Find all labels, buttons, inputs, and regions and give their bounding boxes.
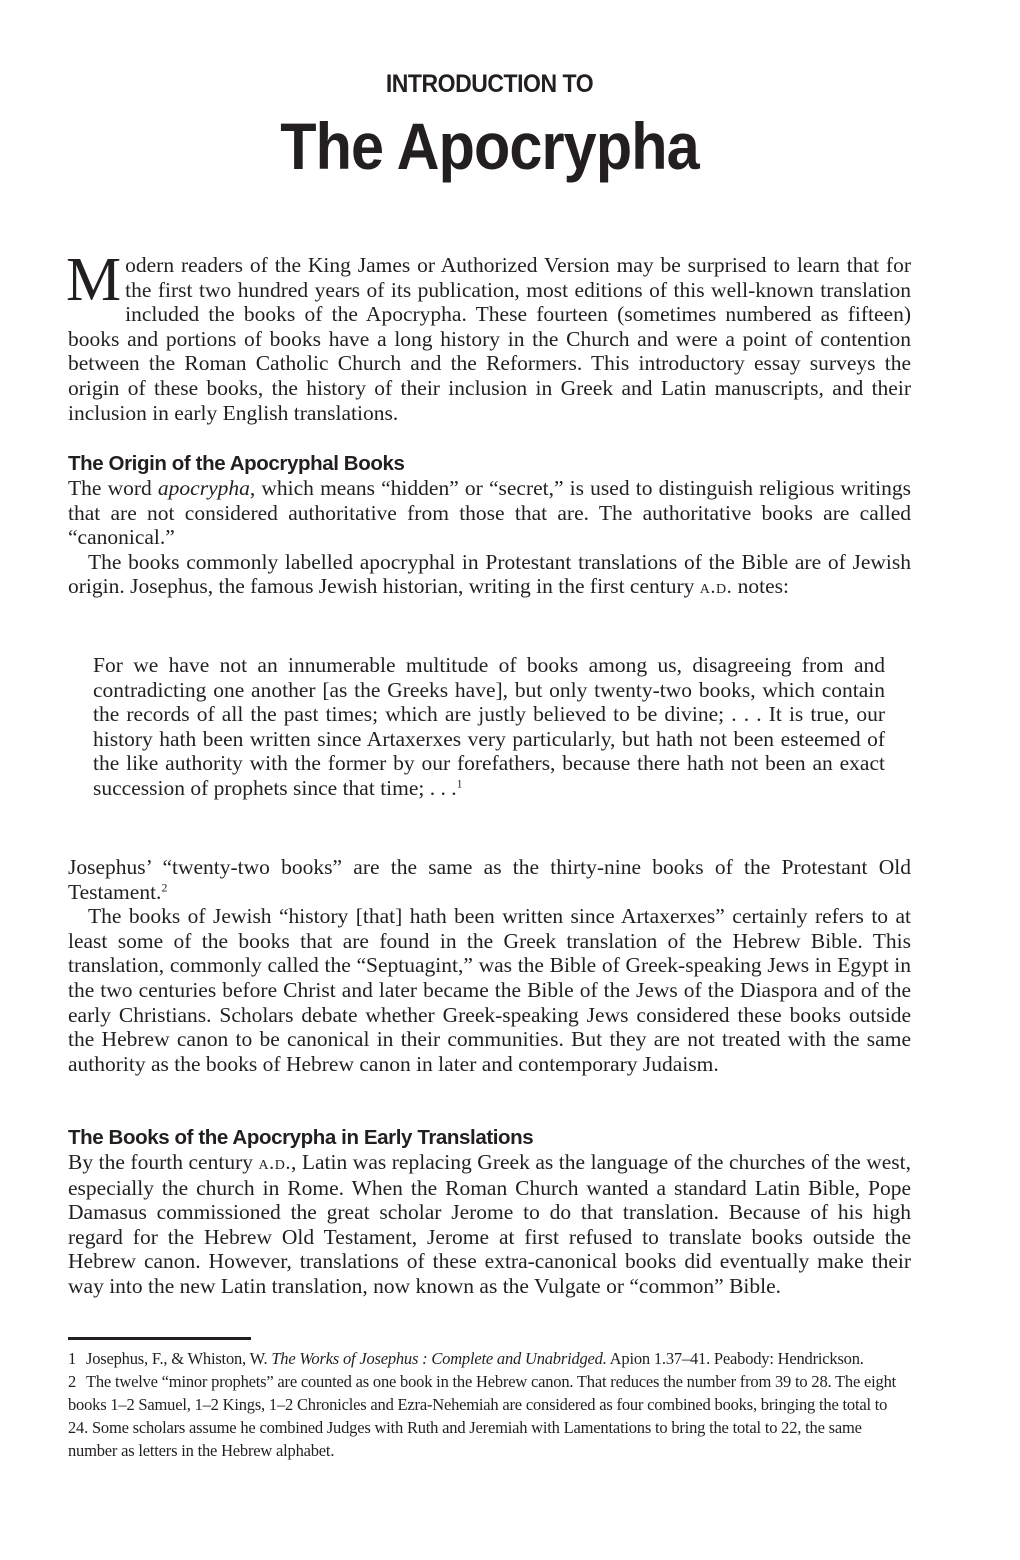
footnote-number: 1: [68, 1349, 77, 1368]
term-apocrypha: apocrypha: [157, 476, 250, 500]
era-abbr: a.d.: [699, 576, 733, 599]
footnote-ref-1[interactable]: 1: [456, 776, 463, 791]
footnote-divider: [68, 1337, 251, 1340]
section-heading: The Books of the Apocrypha in Early Translations: [68, 1126, 534, 1149]
title-kicker: INTRODUCTION TO: [385, 70, 594, 98]
footnote-ref-2[interactable]: 2: [161, 879, 168, 894]
page-title: The Apocrypha: [280, 109, 699, 183]
footnote-number: 2: [68, 1372, 77, 1391]
section-early-translations: [68, 1126, 911, 1299]
footnote-2: 2 The twelve “minor prophets” are counted as one book in the Hebrew canon. That reduces the number from 39 to 28. The eight books 1–2 Samuel, 1–2 Kings, 1–2 Chronicles and Ezra-Nehemiah are considered as four combined books, bringing the total to 24. Some scholars assume he combined Judges with Ruth and Jeremiah with Lamentations to bring the total to 22, the same number as letters in the Hebrew alphabet.: [68, 1372, 897, 1460]
paragraph: The word apocrypha, which means “hidden” or “secret,” is used to distinguish religious writings that are not considered authoritative from those that are. The authoritative books are called “canonical.”: [68, 476, 911, 550]
section-heading: The Origin of the Apocryphal Books: [68, 452, 405, 475]
paragraph: Josephus’ “twenty-two books” are the same as the thirty-nine books of the Protestant Old Testament.$^2$: [68, 855, 911, 904]
block-quote: [93, 653, 885, 801]
section-origin: [68, 452, 911, 600]
footnotes: [68, 1347, 911, 1462]
work-title: The Works of Josephus : Complete and Unabridged.: [271, 1349, 607, 1368]
section-origin-continued: [68, 855, 911, 1076]
paragraph: By the fourth century a.d., Latin was replacing Greek as the language of the churches of the west, especially the church in Rome. When the Roman Church wanted a standard Latin Bible, Pope Damasus commissioned the great scholar Jerome to do that translation. Because of his high regard for the Hebrew Old Testament, Jerome at first refused to translate books outside the Hebrew canon. However, translations of these extra-canonical books did eventually make their way into the new Latin translation, now known as the Vulgate or “common” Bible.: [68, 1150, 911, 1298]
footnote-1: 1 Josephus, F., & Whiston, W. The Works of Josephus : Complete and Unabridged. Apion 1.37–41. Peabody: Hendrickson.: [68, 1349, 864, 1368]
quote-text: For we have not an innumerable multitude of books among us, disagreeing from and contradicting one another [as the Greeks have], but only twenty-two books, which contain the records of all the past times; which are justly believed to be divine; . . . It is true, our history hath been written since Artaxerxes very particularly, but hath not been esteemed of the like authority with the former by our forefathers, because there hath not been an exact succession of prophets since that time; . . .: [93, 653, 885, 800]
drop-cap: M: [66, 246, 122, 314]
paragraph: The books commonly labelled apocryphal in Protestant translations of the Bible are of Jewish origin. Josephus, the famous Jewish historian, writing in the first century a.d. notes:: [68, 549, 911, 599]
intro-text: odern readers of the King James or Authorized Version may be surprised to learn that for the first two hundred years of its publication, most editions of this well-known translation included the books of the Apocrypha. These fourteen (sometimes numbered as fifteen) books and portions of books have a long history in the Church and were a point of contention between the Roman Catholic Church and the Reformers. This introductory essay surveys the origin of these books, the history of their inclusion in Greek and Latin manuscripts, and their inclusion in early English translations.: [68, 253, 911, 425]
paragraph: The books of Jewish “history [that] hath been written since Artaxerxes” certainly refers to at least some of the books that are found in the Greek translation of the Hebrew Bible. This translation, commonly called the “Septuagint,” was the Bible of Greek-speaking Jews in Egypt in the two centuries before Christ and later became the Bible of the Jews of the Diaspora and of the early Christians. Scholars debate whether Greek-speaking Jews considered these books outside the Hebrew canon to be canonical in their communities. But they are not treated with the same authority as the books of Hebrew canon in later and contemporary Judaism.: [68, 904, 911, 1076]
era-abbr: a.d.: [258, 1152, 291, 1174]
intro-paragraph: [66, 246, 911, 425]
